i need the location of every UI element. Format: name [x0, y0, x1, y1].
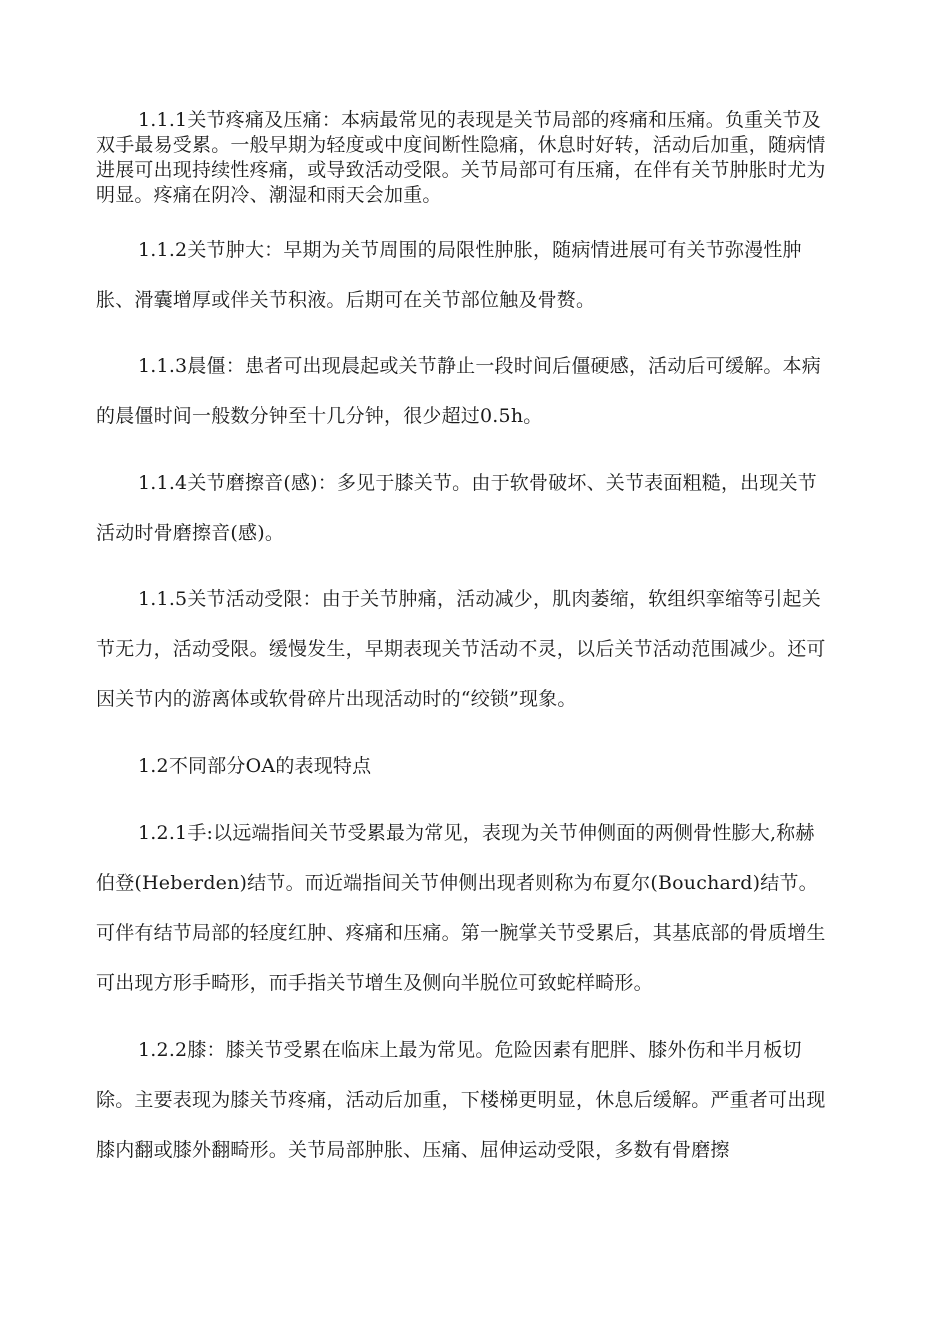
paragraph-joint-pain: 1.1.1关节疼痛及压痛：本病最常见的表现是关节局部的疼痛和压痛。负重关节及双手最易受累。一般早期为轻度或中度间断性隐痛，休息时好转，活动后加重，随病情进展可出现持续性疼痛，或导致活动受限。关节局部可有压痛，在伴有关节肿胀时尤为明显。疼痛在阴冷、潮湿和雨天会加重。 — [96, 109, 826, 206]
paragraph-joint-crepitus: 1.1.4关节磨擦音(感)：多见于膝关节。由于软骨破坏、关节表面粗糙，出现关节活动时骨磨擦音(感)。 — [96, 472, 817, 544]
paragraph-knee: 1.2.2膝：膝关节受累在临床上最为常见。危险因素有肥胖、膝外伤和半月板切除。主要表现为膝关节疼痛，活动后加重，下楼梯更明显，休息后缓解。严重者可出现膝内翻或膝外翻畸形。关节局部肿胀、压痛、屈伸运动受限，多数有骨磨擦 — [96, 1039, 826, 1161]
paragraph-hand: 1.2.1手:以远端指间关节受累最为常见，表现为关节伸侧面的两侧骨性膨大,称赫伯登(Heberden)结节。而近端指间关节伸侧出现者则称为布夏尔(Bouchard)结节。可伴有结节局部的轻度红肿、疼痛和压痛。第一腕掌关节受累后，其基底部的骨质增生可出现方形手畸形，而手指关节增生及侧向半脱位可致蛇样畸形。 — [96, 822, 826, 994]
section-heading-oa-features: 1.2不同部分OA的表现特点 — [138, 755, 372, 777]
paragraph-limited-motion: 1.1.5关节活动受限：由于关节肿痛，活动减少，肌肉萎缩，软组织挛缩等引起关节无力，活动受限。缓慢发生，早期表现关节活动不灵，以后关节活动范围减少。还可因关节内的游离体或软骨碎片出现活动时的“绞锁”现象。 — [96, 588, 826, 710]
paragraph-morning-stiffness: 1.1.3晨僵：患者可出现晨起或关节静止一段时间后僵硬感，活动后可缓解。本病的晨僵时间一般数分钟至十几分钟，很少超过0.5h。 — [96, 355, 821, 427]
paragraph-joint-swelling: 1.1.2关节肿大：早期为关节周围的局限性肿胀，随病情进展可有关节弥漫性肿胀、滑囊增厚或伴关节积液。后期可在关节部位触及骨赘。 — [96, 239, 802, 311]
